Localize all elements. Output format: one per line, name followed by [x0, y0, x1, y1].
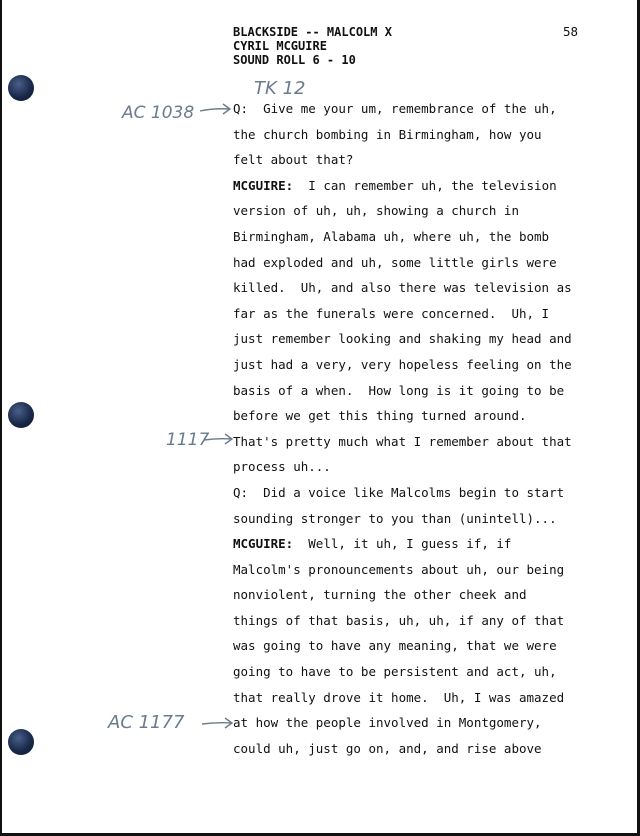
- line-text: at how the people involved in Montgomery,: [233, 715, 542, 731]
- transcript-line: [233, 96, 603, 122]
- transcript-line: [233, 480, 603, 506]
- transcript-line: [233, 224, 603, 250]
- speaker-label: MCGUIRE:: [233, 177, 294, 193]
- line-text: Well, it uh, I guess if, if: [293, 536, 512, 552]
- header-line-roll: SOUND ROLL 6 - 10: [233, 53, 356, 67]
- handwritten-ac-1038: AC 1038: [122, 103, 195, 123]
- line-text: Q: Give me your um, remembrance of the uh,: [233, 101, 557, 116]
- transcript-line: [233, 301, 603, 327]
- line-text: going to have to be persistent and act, uh,: [233, 664, 557, 680]
- header-line-title: BLACKSIDE -- MALCOLM X: [233, 25, 392, 39]
- line-text: felt about that?: [233, 152, 354, 168]
- line-text: had exploded and uh, some little girls were: [233, 254, 557, 270]
- line-text: nonviolent, turning the other cheek and: [233, 587, 527, 603]
- line-text: Malcolm's pronouncements about uh, our being: [233, 561, 565, 577]
- handwritten-arrow-icon: [202, 430, 236, 448]
- line-text: Q: Did a voice like Malcolms begin to start: [233, 484, 565, 500]
- line-text: things of that basis, uh, uh, if any of that: [233, 612, 565, 628]
- transcript-line: [233, 659, 603, 685]
- transcript-line: [233, 352, 603, 378]
- punch-hole-bottom: [8, 729, 34, 755]
- transcript-line: [233, 710, 603, 736]
- transcript-line: [233, 736, 603, 762]
- transcript-line: [233, 198, 603, 224]
- transcript-line: [233, 250, 603, 276]
- transcript-line: [233, 685, 603, 711]
- transcript-line: [233, 275, 603, 301]
- transcript-line: [233, 582, 603, 608]
- line-text: could uh, just go on, and, and rise above: [233, 740, 542, 756]
- line-text: I can remember uh, the television: [293, 177, 557, 193]
- punch-hole-middle: [8, 402, 34, 428]
- handwritten-1117: 1117: [166, 430, 210, 450]
- document-header: [233, 25, 392, 67]
- transcript-line: [233, 454, 603, 480]
- line-text: basis of a when. How long is it going to be: [233, 382, 565, 398]
- transcript-line: [233, 326, 603, 352]
- transcript-line: [233, 531, 603, 557]
- line-text: that really drove it home. Uh, I was amazed: [233, 689, 565, 705]
- line-text: just had a very, very hopeless feeling on the: [233, 356, 572, 372]
- line-text: killed. Uh, and also there was television as: [233, 280, 572, 296]
- scan-edge-left: [0, 0, 2, 836]
- transcript-line: [233, 608, 603, 634]
- handwritten-ac-1177: AC 1177: [108, 712, 185, 733]
- transcript-line: [233, 147, 603, 173]
- handwritten-take-note: TK 12: [254, 78, 306, 99]
- page-number: 58: [563, 24, 579, 39]
- line-text: version of uh, uh, showing a church in: [233, 203, 519, 219]
- transcript-line: [233, 173, 603, 199]
- handwritten-arrow-icon: [200, 714, 236, 732]
- transcript-line: [233, 633, 603, 659]
- speaker-label: MCGUIRE:: [233, 536, 294, 552]
- line-text: far as the funerals were concerned. Uh, I: [233, 305, 550, 321]
- transcript-line: [233, 122, 603, 148]
- line-text: sounding stronger to you than (unintell)...: [233, 510, 557, 526]
- line-text: That's pretty much what I remember about that: [233, 433, 572, 449]
- line-text: was going to have any meaning, that we were: [233, 638, 557, 654]
- transcript-line: [233, 378, 603, 404]
- transcript-line: [233, 506, 603, 532]
- transcript-line: [233, 557, 603, 583]
- transcript-line: [233, 403, 603, 429]
- handwritten-arrow-icon: [198, 100, 234, 118]
- line-text: process uh...: [233, 459, 331, 475]
- line-text: before we get this thing turned around.: [233, 408, 527, 424]
- line-text: just remember looking and shaking my head and: [233, 331, 572, 347]
- punch-hole-top: [8, 75, 34, 101]
- header-line-name: CYRIL MCGUIRE: [233, 39, 327, 53]
- line-text: the church bombing in Birmingham, how you: [233, 126, 542, 142]
- line-text: Birmingham, Alabama uh, where uh, the bomb: [233, 228, 550, 244]
- transcript-body: [233, 96, 603, 761]
- transcript-line: [233, 429, 603, 455]
